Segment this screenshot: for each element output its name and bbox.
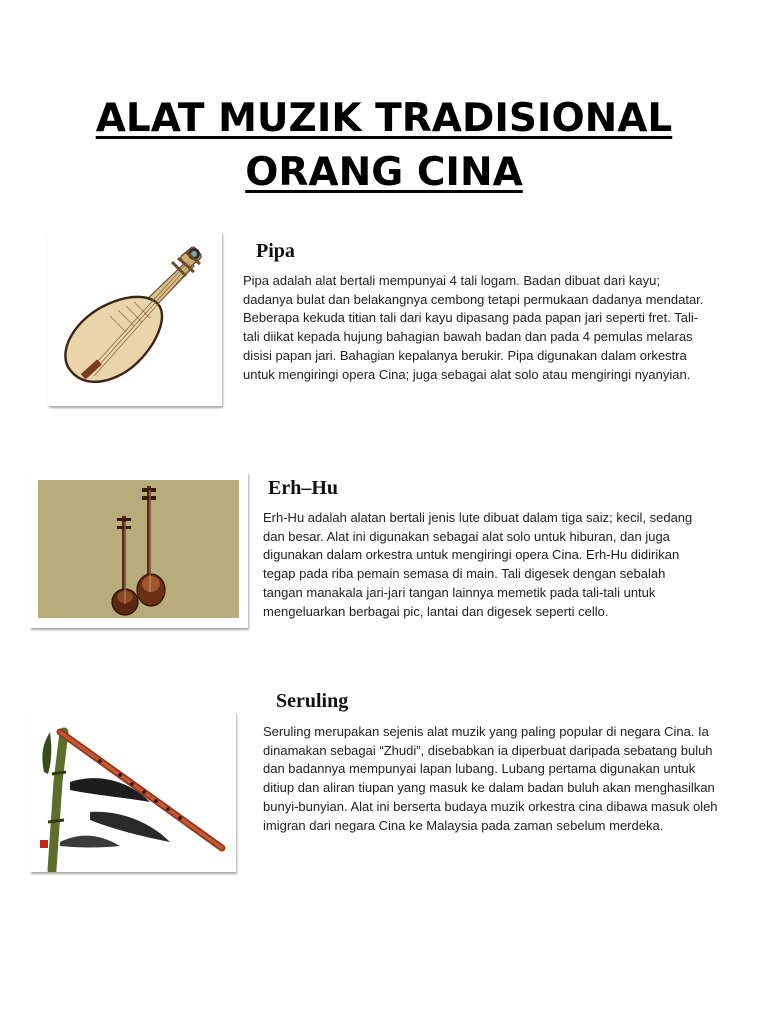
page-title bbox=[0, 92, 768, 200]
page-title-line-1: ALAT MUZIK TRADISIONAL bbox=[95, 96, 673, 141]
erhu-fiddle-icon bbox=[30, 472, 248, 628]
flute-bamboo-icon bbox=[30, 712, 236, 872]
erhu-image-frame bbox=[30, 472, 248, 628]
pipa-lute-icon bbox=[48, 232, 222, 406]
erhu-heading: Erh–Hu bbox=[268, 477, 339, 499]
pipa-image-frame bbox=[48, 232, 222, 406]
pipa-heading: Pipa bbox=[256, 240, 295, 262]
page-title-line-2: ORANG CINA bbox=[245, 150, 523, 195]
pipa-description: Pipa adalah alat bertali mempunyai 4 tali logam. Badan dibuat dari kayu; dadanya bulat dan belakangnya cembong tetapi permukaan dadanya mendatar. Beberapa kekuda titian tali dari kayu dipasang pada papan jari seperti fret. Tali-tali diikat kepada hujung bahagian bawah badan dan pada 4 pemulas melaras disisi papan jari. Bahagian kepalanya berukir. Pipa digunakan dalam orkestra untuk mengiringi opera Cina; juga sebagai alat solo atau mengiringi nyanyian. bbox=[243, 273, 704, 382]
erhu-description: Erh-Hu adalah alatan bertali jenis lute dibuat dalam tiga saiz; kecil, sedang dan besar. Alat ini digunakan sebagai alat solo untuk hiburan, dan juga digunakan dalam orkestra untuk mengiringi opera Cina. Erh-Hu didirikan tegap pada riba pemain semasa di main. Tali digesek dengan sebalah tangan manakala jari-jari tangan lainnya memetik pada tali-tali untuk mengeluarkan berbagai pic, lantai dan digesek seperti cello. bbox=[263, 510, 693, 619]
seruling-description: Seruling merupakan sejenis alat muzik yang paling popular di negara Cina. Ia dinamakan sebagai “Zhudi”, disebabkan ia diperbuat daripada sebatang buluh dan badannya mempunyai lapan lubang. Lubang pertama digunakan untuk ditiup dan aliran tiupan yang masuk ke dalam badan buluh akan menghasilkan bunyi-bunyian. Alat ini berserta budaya muzik orkestra cina dibawa masuk oleh imigran dari negara Cina ke Malaysia pada zaman sebelum merdeka. bbox=[263, 724, 718, 833]
seruling-heading: Seruling bbox=[276, 690, 349, 712]
seruling-image-frame bbox=[30, 712, 236, 872]
